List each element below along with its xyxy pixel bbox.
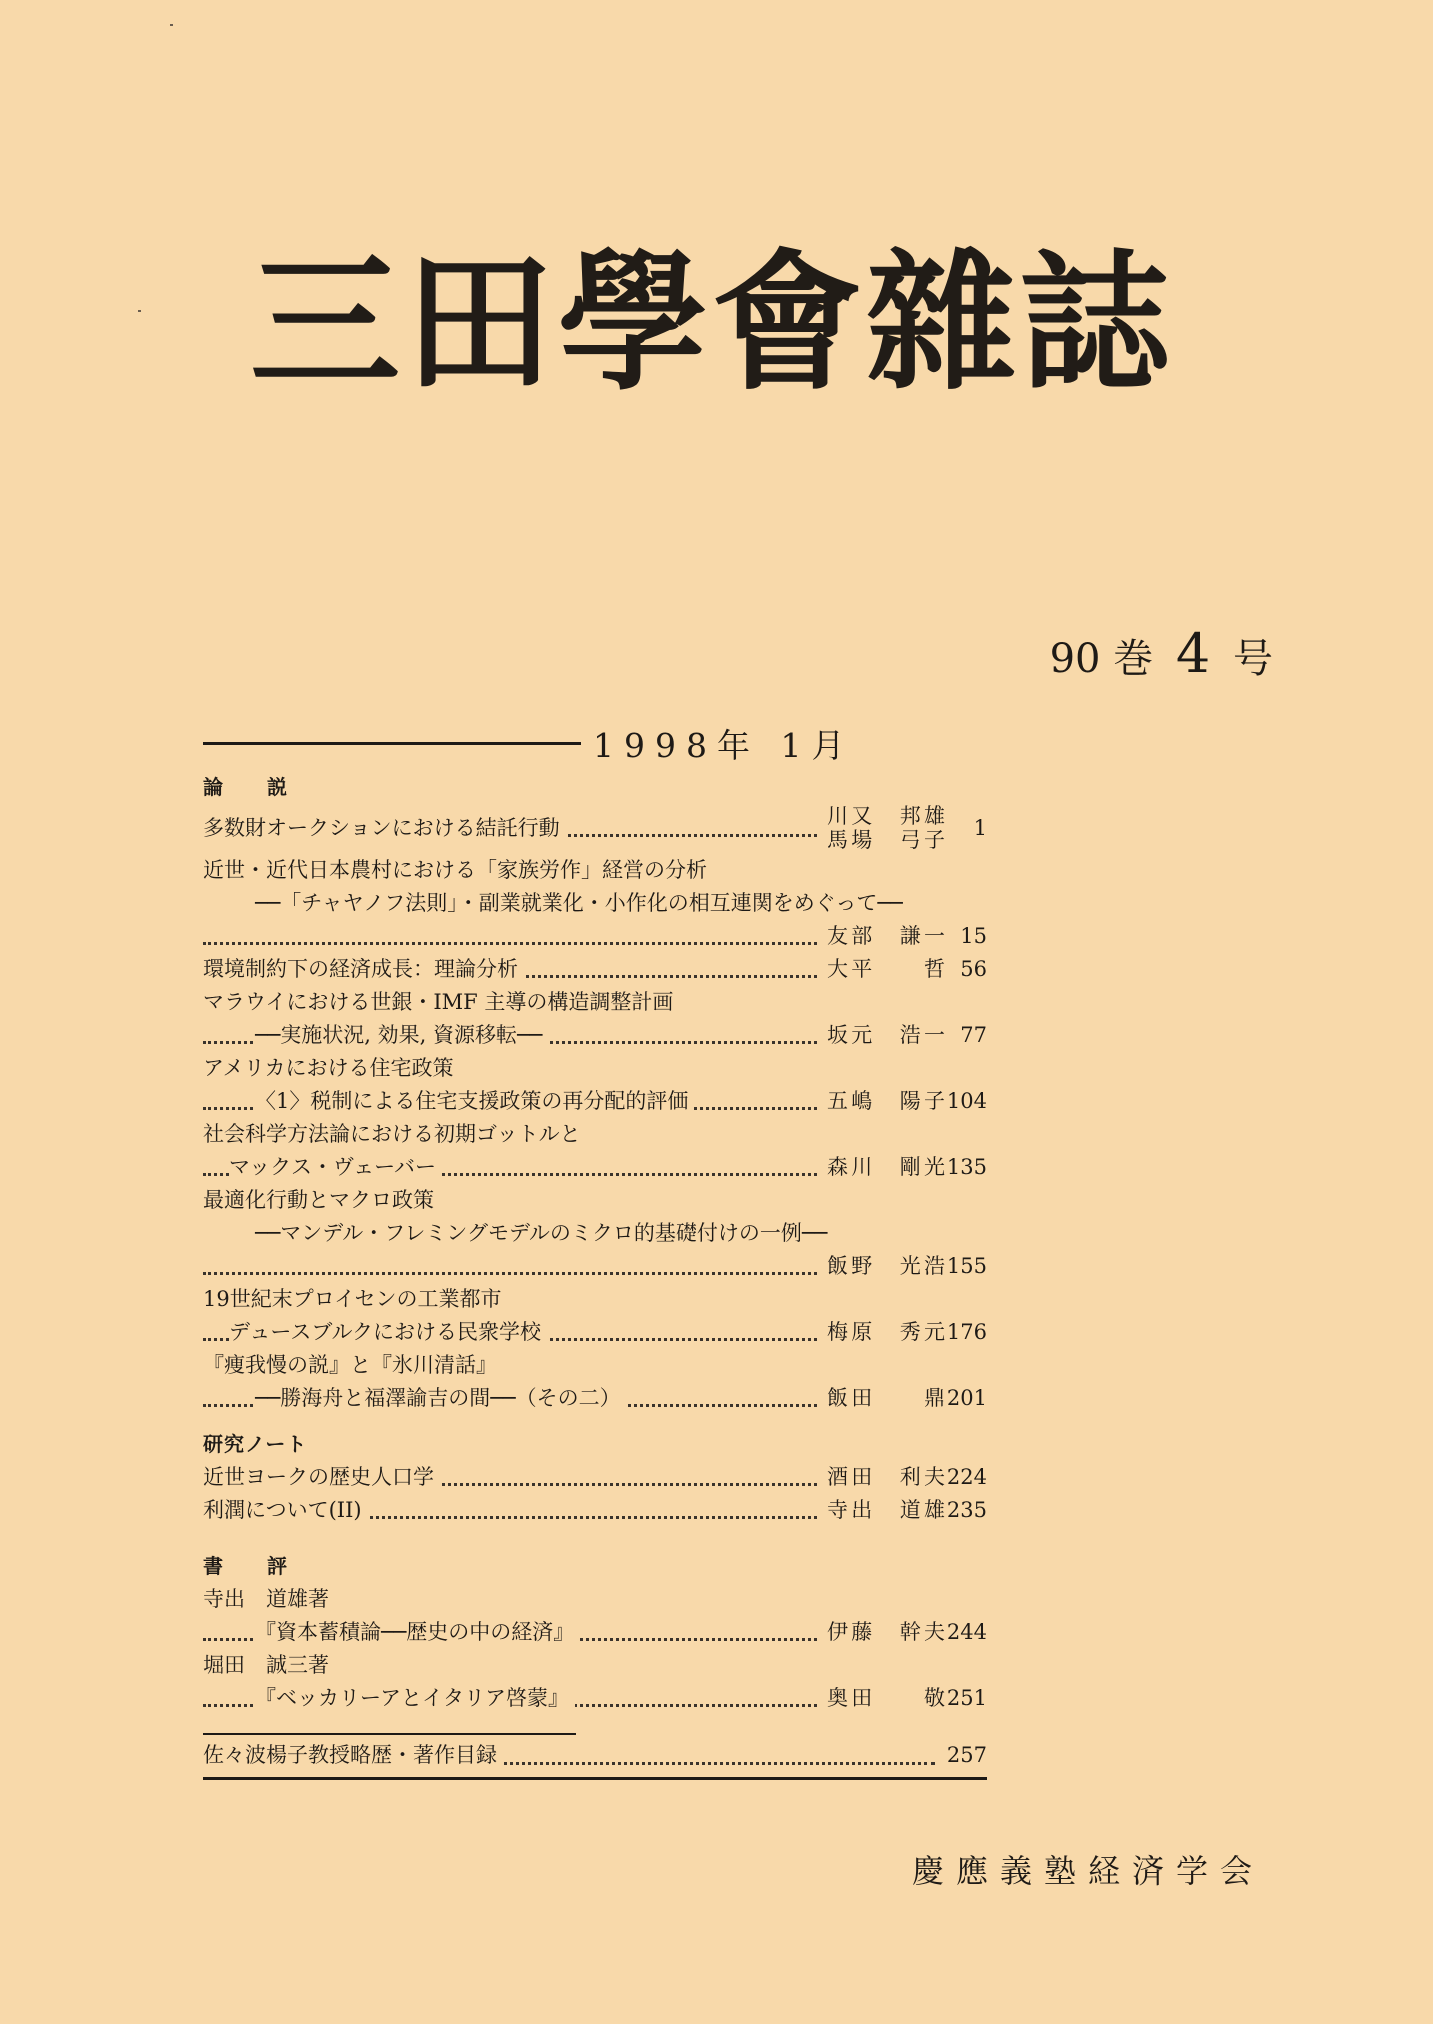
entry-page: 224 xyxy=(946,1465,987,1489)
toc-entry-subtitle xyxy=(203,1316,987,1349)
toc-entry xyxy=(203,804,987,854)
section-heading-research-notes: 研究ノート xyxy=(203,1432,308,1456)
leader-dots xyxy=(203,942,817,945)
entry-page: 235 xyxy=(946,1498,987,1522)
entry-book-title: 『ベッカリーアとイタリア啓蒙』 xyxy=(255,1682,575,1715)
toc-entry xyxy=(203,1461,987,1494)
entry-reviewer: 伊藤 幹夫 xyxy=(823,1616,945,1649)
scan-speck xyxy=(138,310,141,312)
volume-vol-suffix: 巻 xyxy=(1113,636,1154,682)
entry-authors xyxy=(823,804,945,852)
entry-page: 104 xyxy=(946,1089,987,1113)
entry-title: 環境制約下の経済成長：理論分析 xyxy=(203,953,524,986)
entry-title: 最適化行動とマクロ政策 xyxy=(203,1188,434,1212)
entry-author: 飯野 光浩 xyxy=(823,1250,945,1283)
leader-dots xyxy=(203,1272,817,1275)
toc-entry-subtitle xyxy=(203,887,987,920)
section-heading-ronsetsu: 論 説 xyxy=(203,775,299,799)
entry-book-author: 堀田 誠三著 xyxy=(203,1653,329,1677)
toc-entry xyxy=(203,1283,987,1316)
entry-title: 社会科学方法論における初期ゴットルと xyxy=(203,1122,581,1146)
entry-subtitle: 〈1〉税制による住宅支援政策の再分配的評価 xyxy=(255,1085,694,1118)
toc-entry xyxy=(203,1494,987,1527)
toc-entry-author-line xyxy=(203,1250,987,1283)
toc-entry xyxy=(203,1682,987,1715)
entry-author: 友部 謙一 xyxy=(823,920,945,953)
toc-entry xyxy=(203,986,987,1019)
scan-speck xyxy=(170,24,173,26)
entry-subtitle: ──勝海舟と福澤諭吉の間──（その二） xyxy=(255,1382,627,1415)
entry-subtitle: ──マンデル・フレミングモデルのミクロ的基礎付けの一例── xyxy=(255,1221,828,1245)
toc-entry xyxy=(203,1052,987,1085)
entry-reviewer: 奥田 敬 xyxy=(823,1682,945,1715)
divider xyxy=(203,1777,987,1780)
journal-title: 三田學會雜誌 xyxy=(250,235,1175,411)
entry-title: 佐々波楊子教授略歴・著作目録 xyxy=(203,1735,503,1775)
entry-page: 135 xyxy=(946,1155,987,1179)
entry-author: 坂元 浩一 xyxy=(823,1019,945,1052)
entry-author: 大平 哲 xyxy=(823,953,945,986)
entry-book-author: 寺出 道雄著 xyxy=(203,1587,329,1611)
entry-title: 多数財オークションにおける結託行動 xyxy=(203,812,566,845)
toc-entry xyxy=(203,854,987,887)
entry-title: 利潤について(II) xyxy=(203,1494,368,1527)
table-of-contents xyxy=(203,770,987,1780)
entry-page: 1 xyxy=(973,816,987,840)
entry-title: 19世紀末プロイセンの工業都市 xyxy=(203,1287,502,1311)
entry-author: 寺出 道雄 xyxy=(823,1494,945,1527)
entry-page: 15 xyxy=(960,924,987,948)
entry-author: 川又 邦雄 xyxy=(827,804,945,828)
toc-footer-entry xyxy=(203,1735,987,1775)
entry-page: 155 xyxy=(946,1254,987,1278)
volume-issue: 4 xyxy=(1175,622,1211,685)
entry-page: 77 xyxy=(960,1023,987,1047)
date-rule xyxy=(203,742,581,745)
toc-entry xyxy=(203,1349,987,1382)
entry-subtitle: マックス・ヴェーバー xyxy=(229,1151,442,1184)
entry-author: 梅原 秀元 xyxy=(823,1316,945,1349)
entry-title: 近世・近代日本農村における「家族労作」経営の分析 xyxy=(203,858,707,882)
toc-entry-subtitle xyxy=(203,1151,987,1184)
entry-author: 五嶋 陽子 xyxy=(823,1085,945,1118)
toc-entry-subtitle xyxy=(203,1085,987,1118)
toc-entry xyxy=(203,1118,987,1151)
issue-date-row xyxy=(203,720,875,766)
toc-entry-subtitle xyxy=(203,1382,987,1415)
toc-entry-subtitle xyxy=(203,1217,987,1250)
entry-title: マラウイにおける世銀・IMF 主導の構造調整計画 xyxy=(203,990,674,1014)
volume-number xyxy=(1050,622,1273,685)
entry-author: 森川 剛光 xyxy=(823,1151,945,1184)
review-book-author xyxy=(203,1649,987,1682)
toc-entry xyxy=(203,1616,987,1649)
publisher: 慶應義塾経済学会 xyxy=(912,1852,1265,1890)
entry-page: 176 xyxy=(946,1320,987,1344)
entry-title: 『痩我慢の説』と『氷川清話』 xyxy=(203,1353,497,1377)
toc-entry-author-line xyxy=(203,920,987,953)
toc-entry-subtitle xyxy=(203,1019,987,1052)
entry-page: 56 xyxy=(960,957,987,981)
entry-title: 近世ヨークの歴史人口学 xyxy=(203,1461,440,1494)
toc-entry xyxy=(203,953,987,986)
entry-subtitle: デュースブルクにおける民衆学校 xyxy=(229,1316,547,1349)
review-book-author xyxy=(203,1583,987,1616)
entry-subtitle: ──「チャヤノフ法則」・副業就業化・小作化の相互連関をめぐって── xyxy=(255,891,903,915)
entry-author: 馬場 弓子 xyxy=(827,828,945,852)
entry-page: 244 xyxy=(946,1620,987,1644)
entry-author: 酒田 利夫 xyxy=(823,1461,945,1494)
issue-date: 1998年 1月 xyxy=(593,726,855,765)
entry-subtitle: ──実施状況, 効果, 資源移転── xyxy=(255,1019,548,1052)
entry-book-title: 『資本蓄積論──歴史の中の経済』 xyxy=(255,1616,580,1649)
volume-vol: 90 xyxy=(1049,636,1101,682)
entry-page: 251 xyxy=(946,1686,987,1710)
toc-entry xyxy=(203,1184,987,1217)
entry-title: アメリカにおける住宅政策 xyxy=(203,1056,454,1080)
entry-page: 201 xyxy=(946,1386,987,1410)
entry-page: 257 xyxy=(943,1735,987,1775)
volume-issue-suffix: 号 xyxy=(1233,636,1273,682)
section-heading-reviews: 書 評 xyxy=(203,1554,299,1578)
entry-author: 飯田 鼎 xyxy=(823,1382,945,1415)
